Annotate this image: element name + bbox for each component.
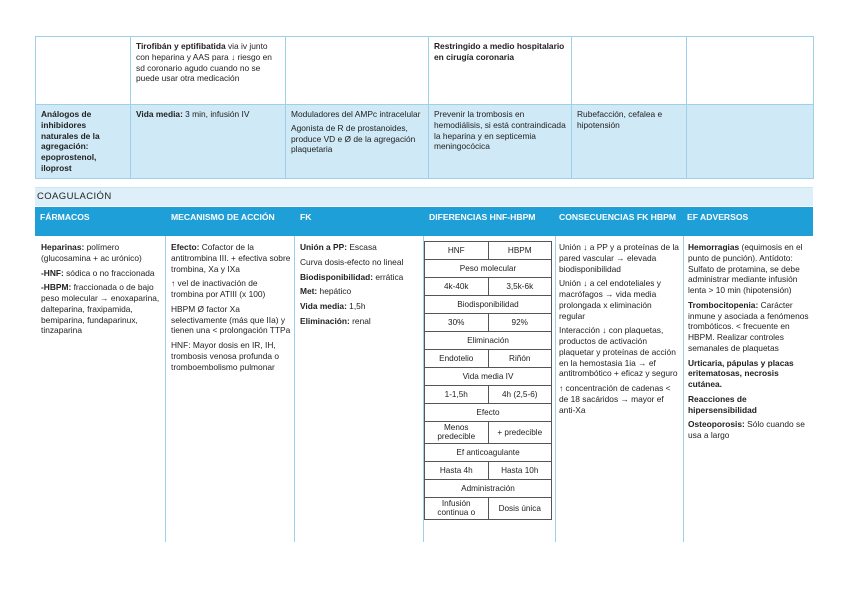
- table-cell: + predecible: [488, 422, 552, 444]
- drug-group: Análogos de inhibidores naturales de la agregación: epoprostenol, iloprost: [41, 109, 100, 173]
- fk-column: [300, 242, 420, 331]
- table-cell: Dosis única: [488, 497, 552, 519]
- table-cell: Biodisponibilidad: [425, 296, 552, 314]
- term: Eliminación:: [300, 315, 350, 326]
- farmacos-column: [41, 242, 163, 340]
- column-divider: [683, 236, 684, 542]
- paragraph: [300, 301, 420, 312]
- table-cell: Efecto: [425, 404, 552, 422]
- paragraph: [300, 316, 420, 327]
- paragraph: [300, 272, 420, 283]
- term: -HBPM:: [41, 282, 72, 293]
- cell-text: Prevenir la trombosis en hemodiálisis, si está contraindicada la heparina y en septicemia meningocócica: [434, 109, 566, 152]
- header-farmacos: FÁRMACOS: [40, 212, 90, 222]
- table-cell: 3,5k-6k: [488, 278, 552, 296]
- paragraph: [300, 242, 420, 253]
- term: Met:: [300, 286, 318, 297]
- paragraph: [688, 300, 810, 354]
- column-divider: [294, 236, 295, 542]
- antiplatelet-table: [35, 36, 814, 179]
- term: Unión a PP:: [300, 242, 347, 252]
- table-row: [425, 260, 552, 278]
- header-diferencias: DIFERENCIAS HNF-HBPM: [429, 212, 536, 222]
- text: Sólo cuando se usa a largo: [688, 419, 805, 440]
- table-cell: Riñón: [488, 350, 552, 368]
- table-row: [425, 479, 552, 497]
- differences-table: [424, 241, 552, 520]
- paragraph: HBPM Ø factor Xa selectivamente (más que IIa) y tienen una < prolongación TTPa: [171, 303, 291, 336]
- table-cell: [572, 37, 687, 105]
- table-row: [425, 461, 552, 479]
- text: errática: [373, 271, 404, 282]
- table-cell: 92%: [488, 314, 552, 332]
- text: fraccionada o de bajo peso molecular → enoxaparina, dalteparina, fraxipamida, bemiparina, fundaparinux, tinzaparina: [41, 282, 160, 336]
- cell-text: Moduladores del AMPc intracelular: [291, 109, 421, 119]
- table-row: [425, 497, 552, 519]
- paragraph: [41, 268, 163, 279]
- paragraph: [171, 242, 292, 274]
- table-cell: [36, 105, 131, 179]
- cell-text: Rubefacción, cefalea e hipotensión: [577, 109, 663, 130]
- consecuencias-column: [559, 242, 680, 419]
- paragraph: ↑ concentración de cadenas < de 18 sacáridos → mayor ef anti-Xa: [559, 383, 671, 415]
- header-fk: FK: [300, 212, 312, 222]
- table-row: [425, 386, 552, 404]
- table-cell: [572, 105, 687, 179]
- paragraph: Interacción ↓ con plaquetas, productos de activación plaquetar y proteínas de acción en la hemostasia 1ia → ef antitrombótico + eficaz y seguro: [559, 325, 678, 379]
- table-cell: [429, 105, 572, 179]
- table-cell: Endotelio: [425, 350, 489, 368]
- table-cell: 4h (2,5-6): [488, 386, 552, 404]
- table-row: [425, 242, 552, 260]
- column-divider: [165, 236, 166, 542]
- text: Carácter inmune y asociada a fenómenos trombóticos. < frecuente en HBPM. Realizar controles semanales de plaquetas: [688, 299, 809, 353]
- table-row: [425, 443, 552, 461]
- table-row: [425, 350, 552, 368]
- cell-label: Vida media:: [136, 109, 183, 119]
- term: Urticaria, pápulas y placas eritematosas, necrosis cutánea.: [688, 357, 794, 389]
- table-row: [425, 404, 552, 422]
- table-row: [425, 422, 552, 444]
- table-header: [35, 207, 813, 236]
- table-cell: [131, 105, 286, 179]
- term: Osteoporosis:: [688, 419, 745, 430]
- term: Biodisponibilidad:: [300, 271, 374, 282]
- section-title: COAGULACIÓN: [37, 191, 112, 202]
- table-cell: Peso molecular: [425, 260, 552, 278]
- section-header: [35, 187, 813, 206]
- table-cell: [687, 37, 814, 105]
- mecanismo-column: [171, 242, 292, 376]
- table-cell: Infusión continua o: [425, 497, 489, 519]
- table-cell: Menos predecible: [425, 422, 489, 444]
- term: Efecto:: [171, 242, 200, 252]
- table-cell: Eliminación: [425, 332, 552, 350]
- header-consecuencias: CONSECUENCIAS FK HBPM: [559, 212, 676, 222]
- text: polímero (glucosamina + ac urónico): [41, 242, 142, 263]
- text: Cofactor de la antitrombina III. + efectiva sobre trombina, Xa y IXa: [171, 242, 291, 274]
- header-adversos: EF ADVERSOS: [687, 212, 749, 222]
- paragraph: [688, 358, 810, 390]
- table-cell: HNF: [425, 242, 489, 260]
- drug-name: Tirofibán y eptifibatida: [136, 41, 226, 51]
- table-cell: [36, 37, 131, 105]
- table-row: [36, 37, 814, 105]
- paragraph: HNF: Mayor dosis en IR, IH, trombosis venosa profunda o tromboembolismo pulmonar: [171, 340, 280, 372]
- table-cell: [131, 37, 286, 105]
- table-row: [425, 314, 552, 332]
- table-cell: [687, 105, 814, 179]
- table-row: [36, 105, 814, 179]
- text: (equimosis en el punto de punción). Antídoto: Sulfato de protamina, se debe administrar mediante infusión lenta > 10 min (hipotensión): [688, 242, 803, 295]
- cell-text: Restringido a medio hospitalario en cirugía coronaria: [434, 41, 565, 62]
- column-divider: [555, 236, 556, 542]
- paragraph: [688, 419, 810, 441]
- table-row: [425, 278, 552, 296]
- adversos-column: [688, 242, 810, 445]
- cell-text: 3 min, infusión IV: [182, 109, 250, 119]
- table-cell: Hasta 10h: [488, 461, 552, 479]
- term: Hemorragias: [688, 242, 740, 252]
- paragraph: Unión ↓ a cel endoteliales y macrófagos → vida media prolongada x eliminación regular: [559, 278, 661, 321]
- term: Heparinas:: [41, 242, 85, 252]
- paragraph: ↑ vel de inactivación de trombina por ATIII (x 100): [171, 278, 266, 299]
- paragraph: [41, 282, 163, 336]
- text: hepático: [317, 286, 352, 297]
- table-cell: HBPM: [488, 242, 552, 260]
- cell-text: Agonista de R de prostanoides, produce VD e Ø de la agregación plaquetaria: [291, 122, 416, 155]
- text: Escasa: [347, 242, 377, 252]
- term: Trombocitopenia:: [688, 299, 759, 310]
- text: renal: [349, 315, 371, 326]
- table-cell: Vida media IV: [425, 368, 552, 386]
- term: Vida media:: [300, 301, 347, 311]
- table-cell: 1-1,5h: [425, 386, 489, 404]
- paragraph: Curva dosis-efecto no lineal: [300, 256, 404, 267]
- table-cell: [429, 37, 572, 105]
- table-cell: Ef anticoagulante: [425, 443, 552, 461]
- paragraph: Unión ↓ a PP y a proteínas de la pared vascular → elevada biodisponibilidad: [559, 242, 679, 274]
- term: -HNF:: [41, 267, 64, 278]
- table-cell: [286, 37, 429, 105]
- table-row: [425, 332, 552, 350]
- table-cell: 4k-40k: [425, 278, 489, 296]
- paragraph: [300, 286, 420, 297]
- paragraph: [688, 242, 810, 296]
- text: sódica o no fraccionada: [63, 267, 155, 278]
- table-row: [425, 296, 552, 314]
- table-cell: 30%: [425, 314, 489, 332]
- table-row: [425, 368, 552, 386]
- header-mecanismo: MECANISMO DE ACCIÓN: [171, 212, 275, 222]
- paragraph: [688, 394, 810, 416]
- text: 1,5h: [346, 301, 366, 311]
- term: Reacciones de hipersensibilidad: [688, 393, 757, 415]
- table-cell: Administración: [425, 479, 552, 497]
- table-cell: [286, 105, 429, 179]
- cell-text: via iv junto con heparina y AAS para ↓ riesgo en sd coronario agudo cuando no se puede usar otra medicación: [136, 41, 272, 84]
- paragraph: [41, 242, 163, 264]
- table-cell: Hasta 4h: [425, 461, 489, 479]
